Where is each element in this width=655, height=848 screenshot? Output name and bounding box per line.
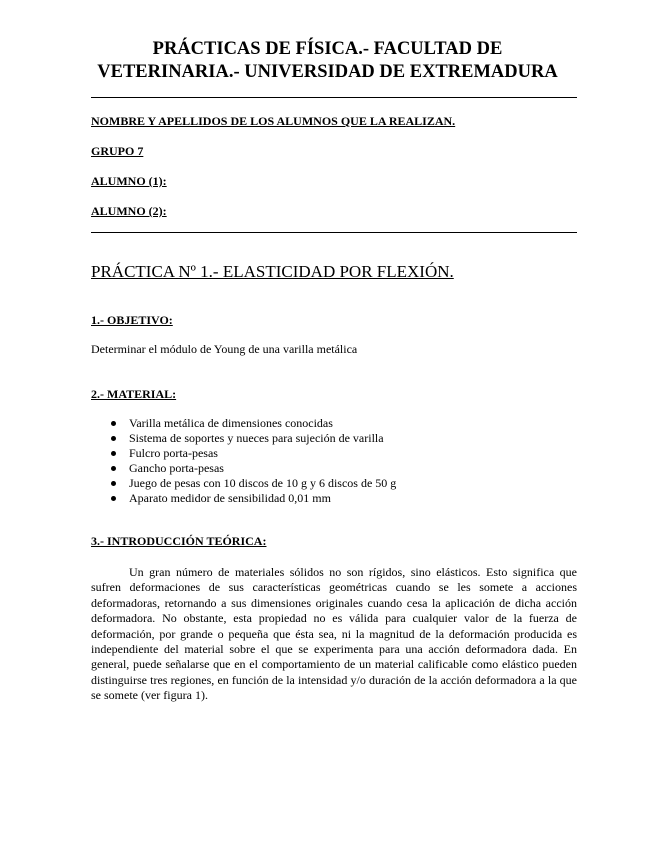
page-title: [60, 38, 595, 84]
top-divider: [91, 97, 577, 98]
bullet-icon: [111, 421, 116, 426]
students-heading: NOMBRE Y APELLIDOS DE LOS ALUMNOS QUE LA REALIZAN.: [91, 114, 456, 128]
list-item: Sistema de soportes y nueces para sujeción de varilla: [91, 431, 396, 446]
objective-heading: 1.- OBJETIVO:: [91, 313, 173, 327]
student-1-label: ALUMNO (1):: [91, 174, 167, 188]
bullet-icon: [111, 481, 116, 486]
title-line-1: PRÁCTICAS DE FÍSICA.- FACULTAD DE: [152, 39, 503, 59]
list-item: Aparato medidor de sensibilidad 0,01 mm: [91, 491, 396, 506]
list-item: Gancho porta-pesas: [91, 461, 396, 476]
student-2-label: ALUMNO (2):: [91, 204, 167, 218]
objective-text: Determinar el módulo de Young de una varilla metálica: [91, 342, 358, 356]
introduction-paragraph: Un gran número de materiales sólidos no son rígidos, sino elásticos. Esto significa que sufren deformaciones de sus características geométricas cuando se les somete a acciones deformadoras, retornando a sus dimensiones originales cuando cesa la aplicación de dicha acción deformadora. No obstante, esta propiedad no es válida para cualquier valor de la fuerza de deformación, por grande o pequeña que ésta sea, ni la magnitud de la deformación producida es independiente del material sobre el que se experimenta para una acción deformadora dada. En general, puede señalarse que en el comportamiento de un material calificable como elástico pueden distinguirse tres regiones, en función de la intensidad y/o duración de la acción deformadora a la que se somete (ver figura 1).: [91, 565, 577, 703]
bullet-icon: [111, 451, 116, 456]
list-item: Fulcro porta-pesas: [91, 446, 396, 461]
material-heading: 2.- MATERIAL:: [91, 387, 177, 401]
list-item: Varilla metálica de dimensiones conocidas: [91, 416, 396, 431]
bullet-icon: [111, 496, 116, 501]
bullet-icon: [111, 466, 116, 471]
introduction-heading: 3.- INTRODUCCIÓN TEÓRICA:: [91, 534, 267, 548]
title-line-2: VETERINARIA.- UNIVERSIDAD DE EXTREMADURA: [97, 62, 558, 82]
practica-title: PRÁCTICA Nº 1.- ELASTICIDAD POR FLEXIÓN.: [91, 262, 454, 281]
list-item: Juego de pesas con 10 discos de 10 g y 6 discos de 50 g: [91, 476, 396, 491]
group-label: GRUPO 7: [91, 144, 144, 158]
bullet-icon: [111, 436, 116, 441]
bottom-divider: [91, 232, 577, 233]
material-list: [91, 416, 396, 506]
